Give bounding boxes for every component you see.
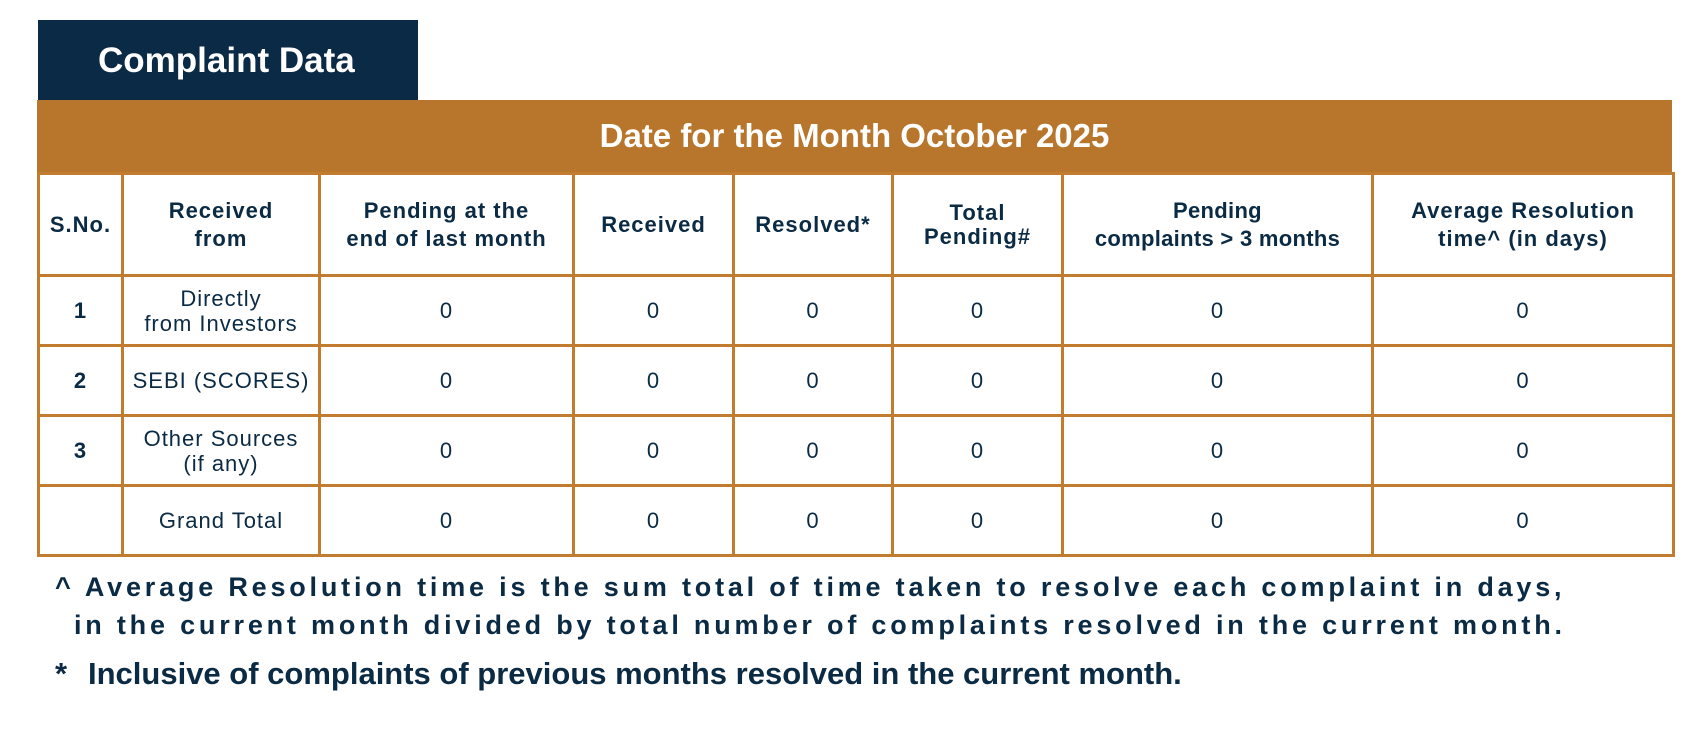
cell-avg-resolution: 0 xyxy=(1373,346,1674,416)
header-pending-3-months xyxy=(1063,174,1373,276)
header-received: Received xyxy=(574,174,734,276)
header-line: from xyxy=(194,225,248,251)
cell-pending-3-months: 0 xyxy=(1063,416,1373,486)
header-line: time^ (in days) xyxy=(1438,225,1608,251)
cell-received: 0 xyxy=(574,346,734,416)
header-line: Pending xyxy=(1173,197,1262,223)
header-line: Pending at the xyxy=(363,197,530,223)
header-sno: S.No. xyxy=(39,174,123,276)
source-line: Grand Total xyxy=(158,508,284,533)
header-resolved: Resolved* xyxy=(734,174,893,276)
header-line: Received xyxy=(168,197,274,223)
cell-pending-last-month: 0 xyxy=(320,346,574,416)
cell-total-pending: 0 xyxy=(893,346,1063,416)
row-sno: 3 xyxy=(39,416,123,486)
header-received-from xyxy=(123,174,320,276)
footnote-star xyxy=(55,654,1675,694)
footnote-caret-line-2: in the current month divided by total number of complaints resolved in the current month. xyxy=(74,610,1566,640)
header-line: end of last month xyxy=(346,225,547,251)
cell-pending-3-months: 0 xyxy=(1063,276,1373,346)
cell-resolved: 0 xyxy=(734,486,893,556)
cell-pending-3-months: 0 xyxy=(1063,486,1373,556)
footnote-star-text: Inclusive of complaints of previous months resolved in the current month. xyxy=(88,656,1182,691)
source-line: SEBI (SCORES) xyxy=(132,368,310,393)
header-avg-resolution xyxy=(1373,174,1674,276)
footnote-caret-line-1: ^ Average Resolution time is the sum total of time taken to resolve each complaint in days, xyxy=(55,572,1566,602)
table-row xyxy=(39,276,1674,346)
source-line: from Investors xyxy=(144,310,298,336)
source-line: Directly xyxy=(180,285,262,311)
cell-total-pending: 0 xyxy=(893,416,1063,486)
cell-total-pending: 0 xyxy=(893,486,1063,556)
cell-avg-resolution: 0 xyxy=(1373,276,1674,346)
row-source xyxy=(123,276,320,346)
cell-received: 0 xyxy=(574,486,734,556)
cell-resolved: 0 xyxy=(734,276,893,346)
header-line: complaints > 3 months xyxy=(1094,225,1341,251)
row-sno: 1 xyxy=(39,276,123,346)
table-row xyxy=(39,416,1674,486)
row-sno xyxy=(39,486,123,556)
cell-resolved: 0 xyxy=(734,346,893,416)
header-pending-last-month xyxy=(320,174,574,276)
row-sno: 2 xyxy=(39,346,123,416)
footnote-star-mark: * xyxy=(55,656,68,691)
header-line: Total xyxy=(949,199,1006,225)
row-source xyxy=(123,486,320,556)
cell-avg-resolution: 0 xyxy=(1373,486,1674,556)
complaint-table xyxy=(37,172,1675,557)
cell-pending-3-months: 0 xyxy=(1063,346,1373,416)
cell-pending-last-month: 0 xyxy=(320,416,574,486)
header-row xyxy=(39,174,1674,276)
cell-pending-last-month: 0 xyxy=(320,486,574,556)
cell-received: 0 xyxy=(574,416,734,486)
header-total-pending xyxy=(893,174,1063,276)
cell-resolved: 0 xyxy=(734,416,893,486)
header-line: Pending# xyxy=(923,223,1031,249)
source-line: Other Sources xyxy=(143,425,299,451)
cell-total-pending: 0 xyxy=(893,276,1063,346)
header-line: Average Resolution xyxy=(1411,197,1635,223)
month-banner: Date for the Month October 2025 xyxy=(37,100,1672,172)
row-source xyxy=(123,416,320,486)
cell-avg-resolution: 0 xyxy=(1373,416,1674,486)
table-row xyxy=(39,346,1674,416)
grand-total-row xyxy=(39,486,1674,556)
cell-received: 0 xyxy=(574,276,734,346)
complaint-table-section xyxy=(37,100,1672,557)
cell-pending-last-month: 0 xyxy=(320,276,574,346)
source-line: (if any) xyxy=(183,450,259,476)
footnotes xyxy=(55,568,1675,694)
page-title: Complaint Data xyxy=(38,20,418,101)
row-source xyxy=(123,346,320,416)
